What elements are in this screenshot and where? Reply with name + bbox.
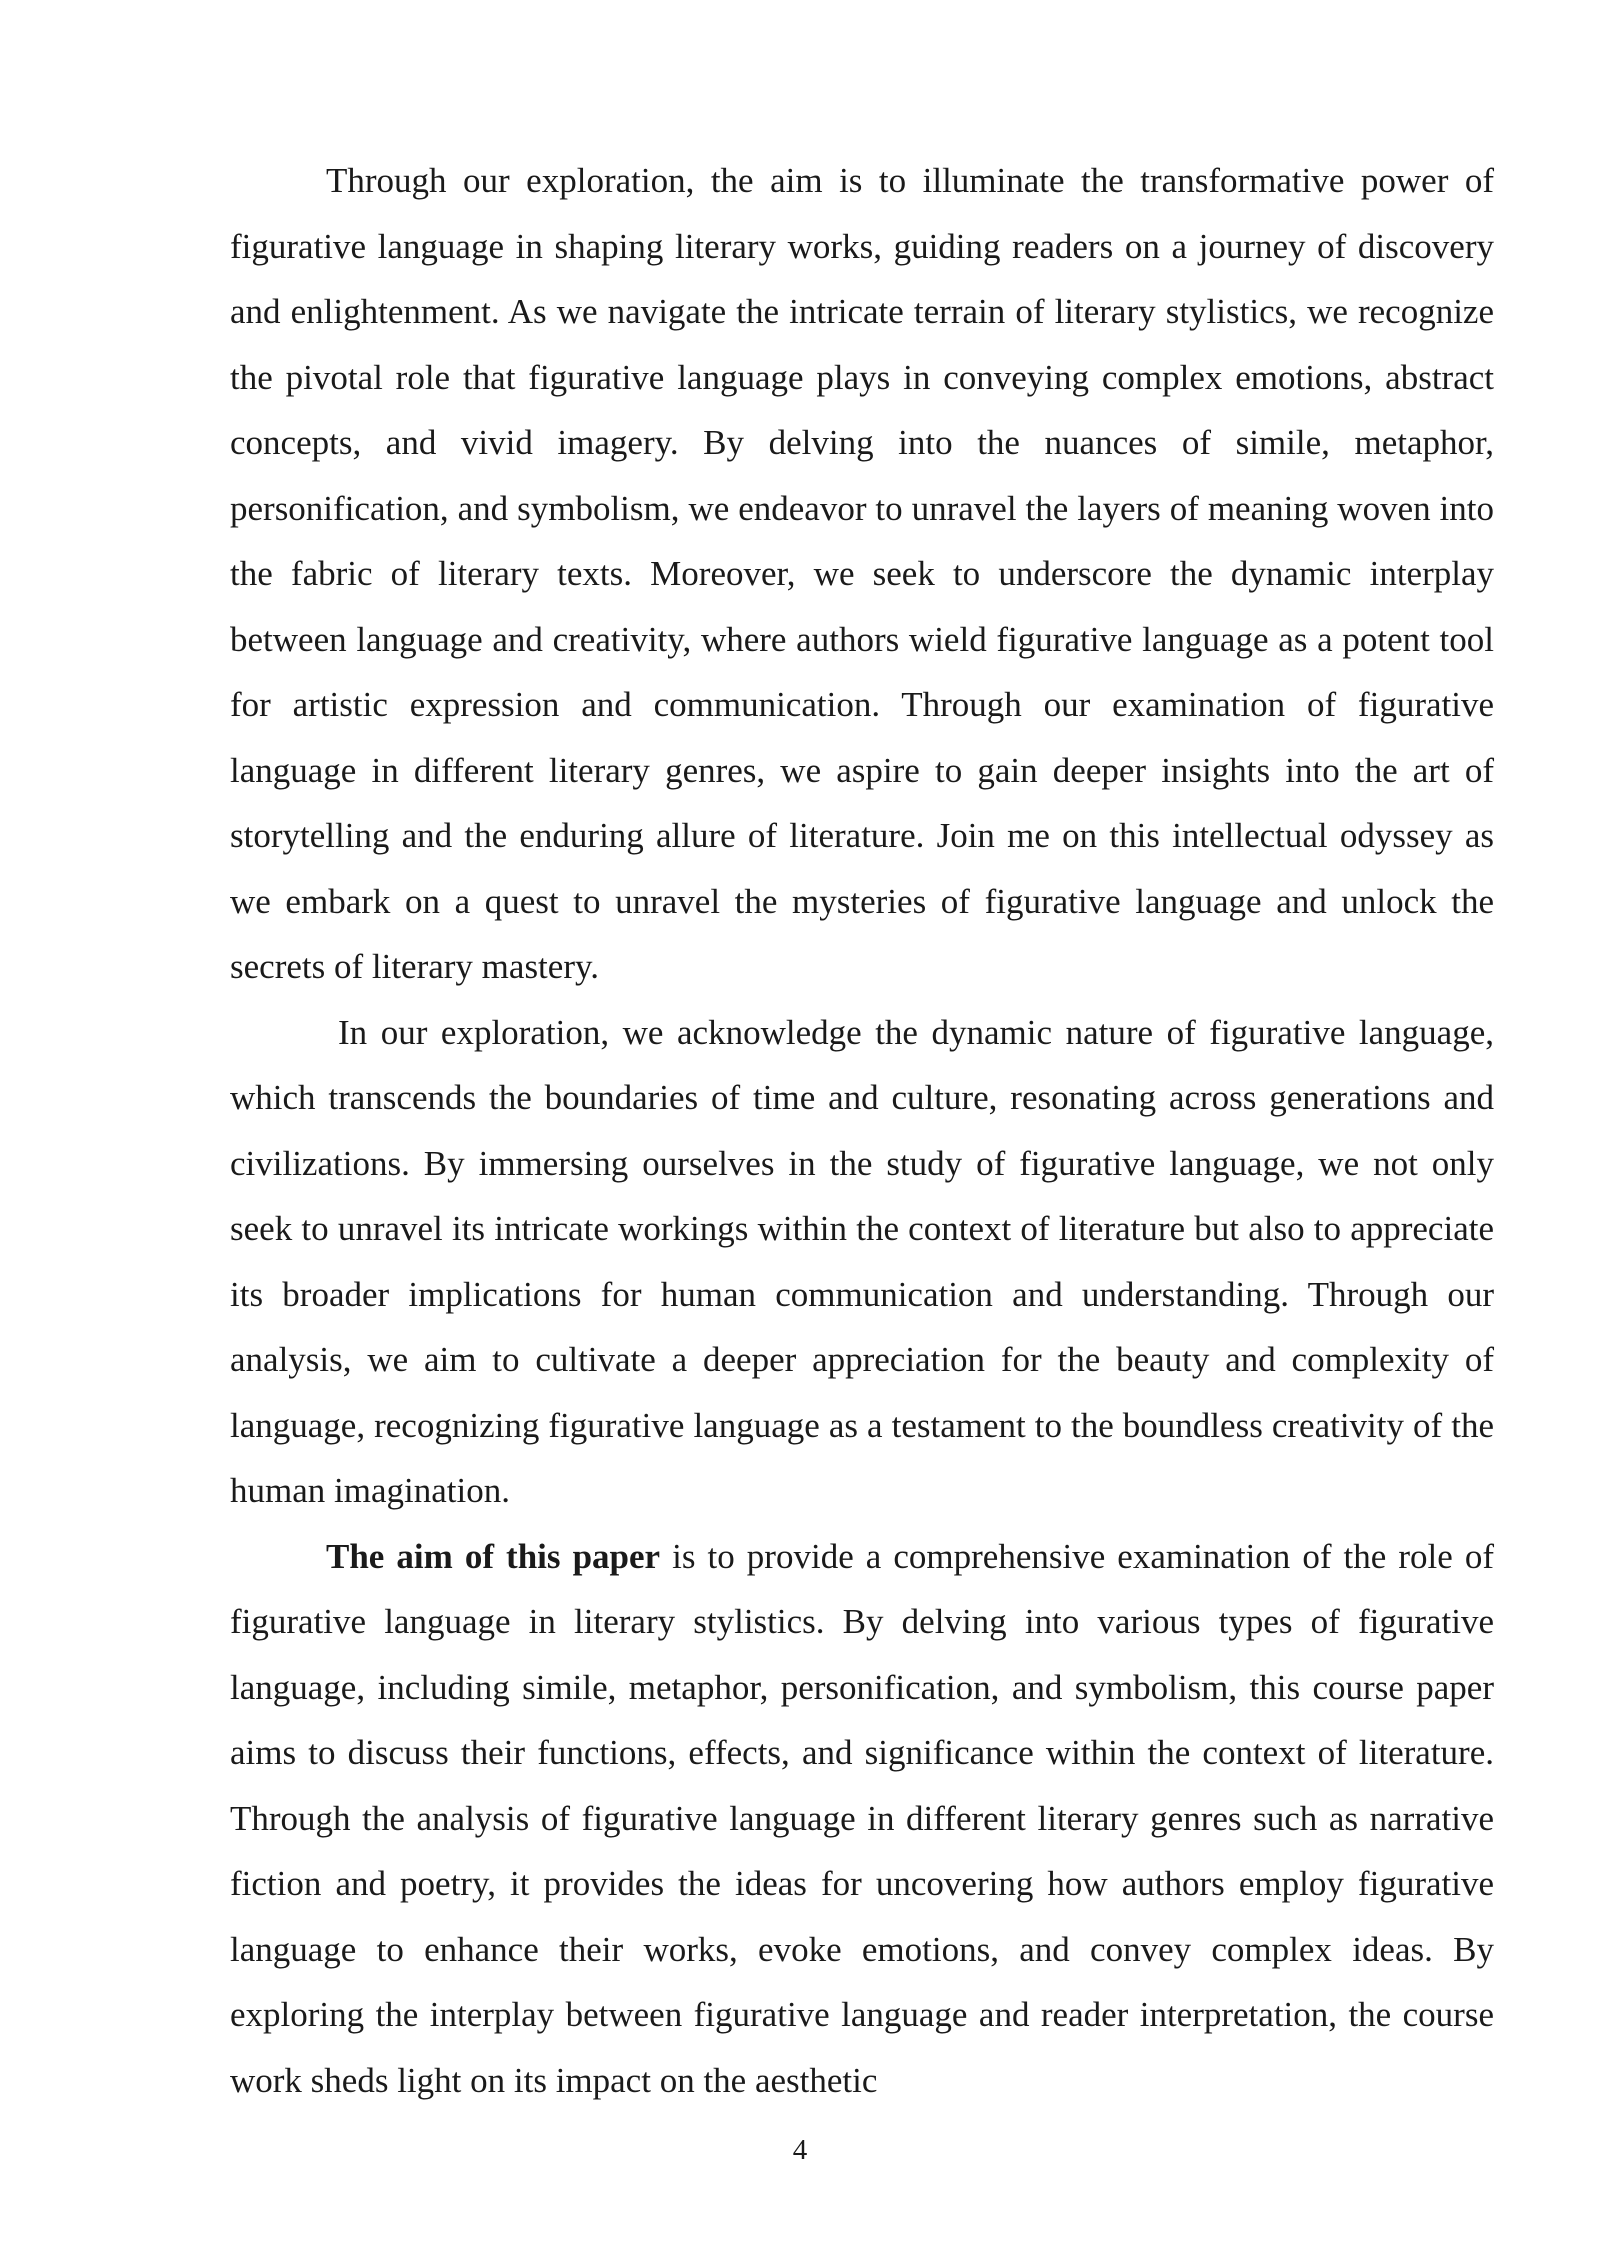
- paragraph-dynamic-nature: [230, 1000, 1494, 1524]
- paragraph-text: In our exploration, we acknowledge the dynamic nature of figurative language, which transcends the boundaries of time and culture, resonating across generations and civilizations. By immersing ourselves in the study of figurative language, we not only seek to unravel its intricate workings within the context of literature but also to appreciate its broader implications for human communication and understanding. Through our analysis, we aim to cultivate a deeper appreciation for the beauty and complexity of language, recognizing figurative language as a testament to the boundless creativity of the human imagination.: [230, 1012, 1494, 1510]
- paragraph-text: Through our exploration, the aim is to illuminate the transformative power of figurative language in shaping literary works, guiding readers on a journey of discovery and enlightenment. As we navigate the intricate terrain of literary stylistics, we recognize the pivotal role that figurative language plays in conveying complex emotions, abstract concepts, and vivid imagery. By delving into the nuances of simile, metaphor, personification, and symbolism, we endeavor to unravel the layers of meaning woven into the fabric of literary texts. Moreover, we seek to underscore the dynamic interplay between language and creativity, where authors wield figurative language as a potent tool for artistic expression and communication. Through our examination of figurative language in different literary genres, we aspire to gain deeper insights into the art of storytelling and the enduring allure of literature. Join me on this intellectual odyssey as we embark on a quest to unravel the mysteries of figurative language and unlock the secrets of literary mastery.: [230, 161, 1494, 986]
- paragraph-text: is to provide a comprehensive examination of the role of figurative language in literary stylistics. By delving into various types of figurative language, including simile, metaphor, personification, and symbolism, this course paper aims to discuss their functions, effects, and significance within the context of literature. Through the analysis of figurative language in different literary genres such as narrative fiction and poetry, it provides the ideas for uncovering how authors employ figurative language to enhance their works, evoke emotions, and convey complex ideas. By exploring the interplay between figurative language and reader interpretation, the course work sheds light on its impact on the aesthetic: [230, 1536, 1494, 2100]
- body-text: [230, 148, 1494, 2113]
- paragraph-paper-aim: [230, 1524, 1494, 2114]
- page-number: 4: [792, 2134, 808, 2166]
- paragraph-exploration-aim: [230, 148, 1494, 1000]
- paragraph-bold-lead: The aim of this paper: [326, 1536, 661, 1576]
